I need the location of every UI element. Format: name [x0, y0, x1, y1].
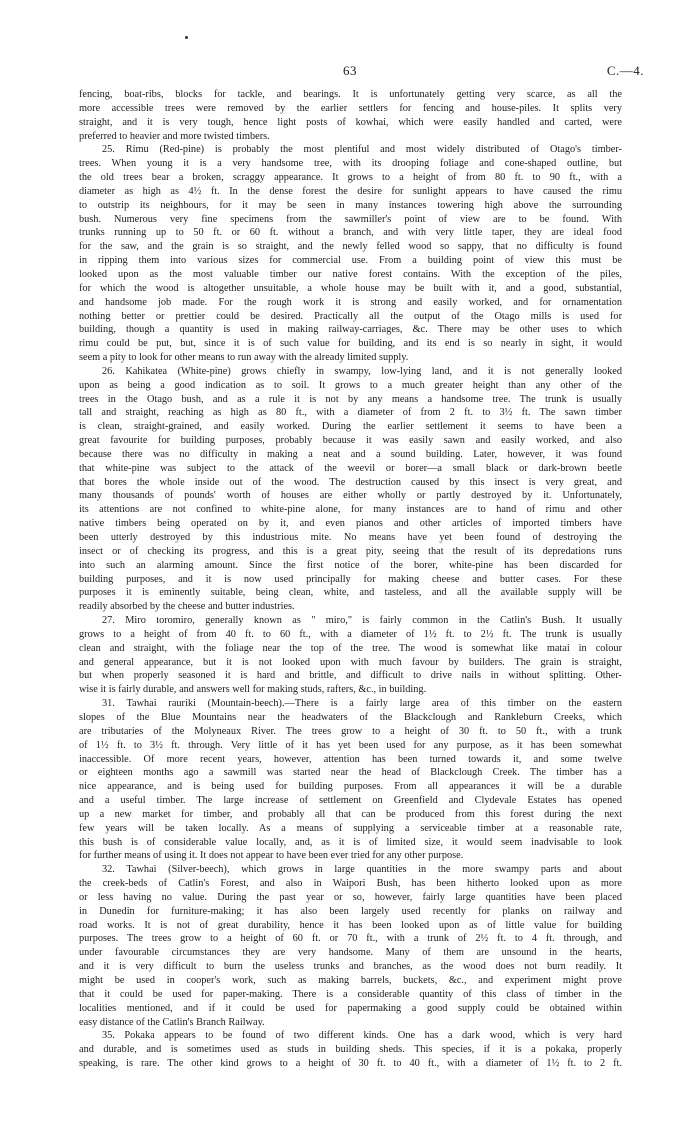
text-line: and handsome job made. For the rough work it is strong and easily worked, and for ornamentation: [79, 296, 622, 308]
text-line: easy distance of the Catlin's Branch Railway.: [79, 1016, 265, 1028]
text-line: great favourite for building purposes, probably because it was easily sawn and easily worked, and also: [79, 435, 622, 447]
text-line: been utterly destroyed by this industrious mite. No means have yet been found of destroying the: [79, 532, 622, 543]
text-line: nothing better or prettier could be desired. Practically all the output of the Otago mills is used for: [79, 310, 622, 322]
text-line: and a useful timber. The large increase of settlement on Greenfield and Clydevale Estates has opened: [79, 795, 622, 807]
text-line: 27. Miro toromiro, generally known as " miro," is fairly common in the Catlin's Bush. It usually: [102, 615, 622, 627]
text-line: speaking, is rare. The other kind grows to a height of 30 ft. to 40 ft., with a diameter of 1½ ft. to 2 ft.: [79, 1058, 622, 1070]
text-line: and it is very difficult to burn the useless trunks and branches, as the wood does not burn readily. It: [79, 961, 622, 973]
text-line: fencing, boat-ribs, blocks for tackle, and bearings. It is unfortunately getting very scarce, as all the: [79, 89, 622, 100]
text-line: building, though a quantity is used in making railway-carriages, &c. There may be other uses to which: [79, 324, 622, 336]
text-line: building purposes, and it is now used principally for making cheese and butter cases. For these: [79, 573, 622, 585]
text-line: its attentions are not confined to white-pine alone, for many instances are to hand of rimu and other: [79, 504, 622, 516]
text-line: nice appearance, and is being used for building purposes. From all appearances it will be a durable: [79, 781, 622, 793]
stray-mark: [185, 36, 188, 39]
text-line: upon as being a good indication as to soil. It grows to a much greater height than any other of the: [79, 379, 622, 391]
document-reference: C.—4.: [606, 63, 644, 78]
text-line: purposes it is eminently suitable, being clean, white, and tasteless, and all the available supply will be: [79, 587, 622, 599]
text-line: 31. Tawhai rauriki (Mountain-beech).—There is a fairly large area of this timber on the eastern: [102, 698, 622, 710]
text-line: few years will be taken locally. As a means of supplying a serviceable timber at a reasonable rate,: [79, 822, 622, 834]
text-line: in Dunedin for furniture-making; it has also been largely used recently for planks on railway and: [79, 905, 622, 917]
text-line: 35. Pokaka appears to be found of two different kinds. One has a dark wood, which is very hard: [102, 1030, 622, 1042]
text-line: trunks running up to 50 ft. or 60 ft. without a branch, and with very little taper, they are ideal food: [79, 227, 622, 239]
text-line: trees. When young it is a very handsome tree, with its drooping foliage and cone-shaped outline, but: [79, 158, 622, 170]
text-line: and general appearance, but it is not looked upon with much favour by builders. The grain is straight,: [79, 656, 622, 668]
text-line: for the saw, and the grain is so straight, and the newly felled wood so sappy, that no difficulty is found: [79, 241, 622, 253]
text-line: but when properly seasoned it is hard and brittle, and difficult to drive nails in without splitting. Other-: [79, 670, 622, 682]
text-line: under favourable circumstances they are very handsome. Many of them are unsound in the hearts,: [79, 947, 622, 959]
text-line: because there was no difficulty in making a neat and a sound building. Later, however, it was found: [79, 448, 622, 460]
text-line: for which the wood is altogether unsuitable, a whole house may be built with it, and a good, substantial,: [79, 282, 622, 294]
text-line: insect or of checking its progress, and this is a great pity, seeing that the result of its depredations runs: [79, 545, 622, 557]
text-line: wise it is fairly durable, and answers well for making studs, rafters, &c., in building.: [79, 684, 427, 696]
text-line: grows to a height of from 40 ft. to 60 ft., with a diameter of 1½ ft. to 2½ ft. The trunk is usually: [79, 628, 622, 640]
text-line: or less having no value. During the past year or so, however, fairly large quantities have been placed: [79, 891, 622, 903]
text-line: that it could be used for paper-making. There is a considerable quantity of this class of timber in the: [79, 988, 622, 1000]
text-line: might be used in cooper's work, such as making barrels, buckets, &c., and experiment might prove: [79, 975, 622, 986]
text-line: and durable, and is sometimes used as studs in building sheds. This species, if it is a pokaka, properly: [79, 1044, 622, 1056]
text-line: trees in the Otago bush, and as a rule it is not by any means a handsome tree. The trunk is usually: [79, 393, 622, 405]
body-text: [79, 88, 622, 1071]
text-line: into such an alarming amount. Since the first notice of the borer, white-pine has been discarded for: [79, 559, 622, 571]
text-line: purposes. The trees grow to a height of 60 ft. or 70 ft., with a trunk of 2½ ft. to 4 ft. through, and: [79, 933, 622, 945]
text-line: is clean, straight-grained, and easily worked. During the earlier settlement it seems to have been a: [79, 421, 622, 433]
text-line: 32. Tawhai (Silver-beech), which grows in large quantities in the more swampy parts and about: [102, 864, 622, 876]
text-line: that bores the whole inside out of the wood. The destruction caused by this insect is very great, and: [79, 476, 622, 488]
text-line: inaccessible. Of more recent years, however, attention has been turned towards it, and some twelve: [79, 753, 622, 765]
text-line: this bush is of considerable value locally, and, as it is of limited size, it would seem inadvisable to look: [79, 836, 622, 848]
text-line: are tributaries of the Molyneaux River. The trees grow to a height of 30 ft. to 50 ft., with a trunk: [79, 725, 622, 737]
text-line: bush. Numerous very fine specimens from the sawmiller's point of view are to be found. With: [79, 213, 622, 225]
text-line: rimu could be put, but, since it is of such value for building, and its end is so nearly in sight, it would: [79, 338, 622, 350]
text-line: seem a pity to look for other means to run away with the already limited supply.: [79, 352, 409, 364]
text-line: that white-pine was subject to the attack of the weevil or borer—a small black or dark-brown beetle: [79, 462, 622, 474]
text-line: the creek-beds of Catlin's Forest, and also in Waipori Bush, has been hitherto looked upon as more: [79, 878, 622, 890]
text-line: more accessible trees were removed by the earlier settlers for fencing and house-piles. It splits very: [79, 102, 622, 114]
text-line: up a new market for timber, and probably all that can be produced from this forest during the next: [79, 808, 622, 820]
text-line: or eighteen months ago a sawmill was started near the head of Blackclough Creek. The timber has a: [79, 767, 622, 779]
text-line: 26. Kahikatea (White-pine) grows chiefly in swampy, low-lying land, and it is not generally looked: [102, 365, 622, 377]
text-line: road works. It is not of great durability, hence it has been looked upon as of little value for building: [79, 919, 622, 931]
text-line: for further means of using it. It does not appear to have been ever tried for any other purpose.: [79, 850, 464, 862]
page-number: 63: [343, 63, 357, 78]
text-line: to outstrip its neighbours, for it may be seen in many instances towering high above the surrounding: [79, 199, 622, 211]
text-line: of 1½ ft. to 3½ ft. through. Very little of it has yet been used for any purpose, as it has been somewhat: [79, 739, 622, 751]
text-line: tall and straight, reaching as high as 80 ft., with a diameter of from 2 ft. to 3½ ft. The sawn timber: [79, 407, 622, 419]
text-line: native timbers being operated on by it, and even pianos and other articles of imported timbers have: [79, 518, 622, 530]
text-line: preferred to heavier and more twisted timbers.: [79, 130, 270, 142]
text-line: looked upon as the most valuable timber our native forest contains. With the exception of the piles,: [79, 268, 622, 280]
text-line: slopes of the Blue Mountains near the headwaters of the Blackclough and Rankleburn Creeks, which: [79, 711, 622, 723]
text-line: readily absorbed by the cheese and butter industries.: [79, 601, 295, 613]
text-line: the old trees bear a broken, scraggy appearance. It grows to a height of from 80 ft. to 90 ft., with a: [79, 172, 622, 184]
text-line: clean and straight, with the foliage near the top of the tree. The wood is somewhat like matai in colour: [79, 642, 622, 654]
text-line: diameter as high as 4½ ft. In the dense forest the desire for sunlight appears to have caused the rimu: [79, 185, 622, 197]
text-line: 25. Rimu (Red-pine) is probably the most plentiful and most widely distributed of Otago's timber-: [102, 144, 622, 156]
text-line: localities mentioned, and if it could be used for papermaking a good supply could be obtained within: [79, 1002, 622, 1014]
text-line: straight, and it is very tough, hence light posts of kowhai, which were easily handled and carted, were: [79, 116, 622, 128]
text-line: in ripping them into various sizes for commercial use. From a building point of view this must be: [79, 255, 622, 267]
text-line: many thousands of pounds' worth of houses are either wholly or partly destroyed by it. Unfortunately,: [79, 490, 622, 502]
